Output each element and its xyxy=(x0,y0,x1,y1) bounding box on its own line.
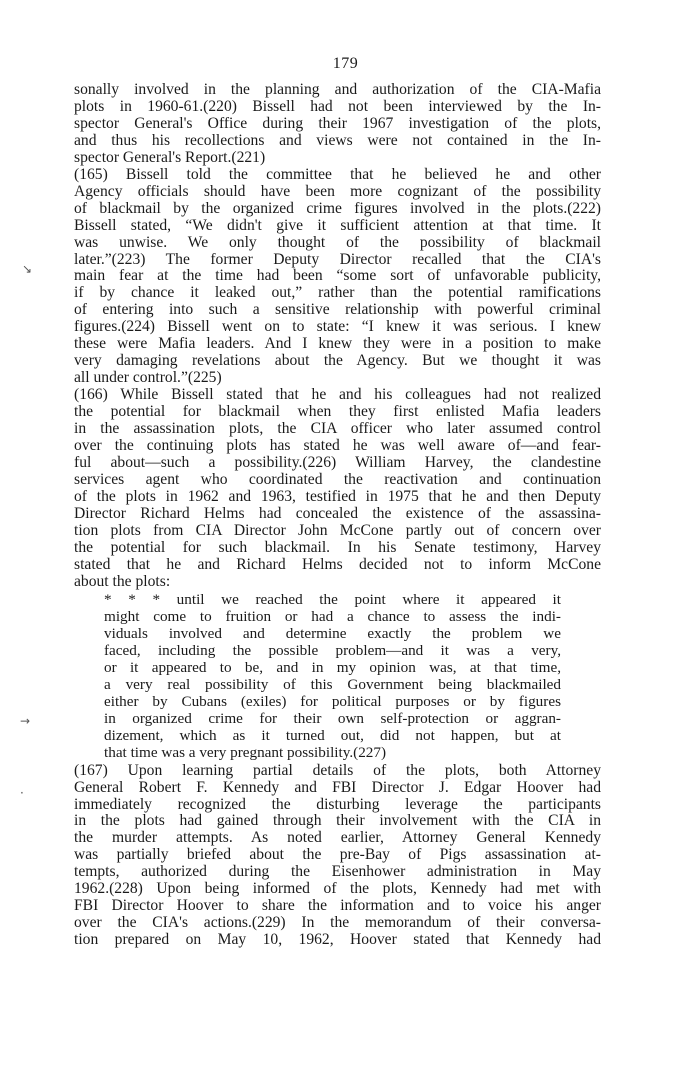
margin-tick-mark: ↘ xyxy=(22,262,33,276)
text-line: dizement, which as it turned out, did not happen, but at xyxy=(104,726,561,744)
text-line: and thus his recollections and views were not contained in the In- xyxy=(74,131,601,149)
text-line: either by Cubans (exiles) for political purposes or by figures xyxy=(104,692,561,710)
text-line: over the continuing plots has stated he was well aware of—and fear- xyxy=(74,437,601,455)
text-line: very damaging revelations about the Agency. But we thought it was xyxy=(74,352,601,370)
text-line: (166) While Bissell stated that he and his colleagues had not realized xyxy=(74,386,601,404)
text-line: viduals involved and determine exactly the problem we xyxy=(104,624,561,642)
text-line: Bissell stated, “We didn't give it sufficient attention at that time. It xyxy=(74,216,601,234)
margin-tick-mark: → xyxy=(20,714,31,728)
text-line: tion prepared on May 10, 1962, Hoover stated that Kennedy had xyxy=(74,931,601,949)
text-line: the potential for blackmail when they first enlisted Mafia leaders xyxy=(74,403,601,421)
text-line: in the assassination plots, the CIA officer who later assumed control xyxy=(74,420,601,438)
text-line: might come to fruition or had a chance to assess the indi- xyxy=(104,607,561,625)
text-line: of entering into such a sensitive relationship with powerful criminal xyxy=(74,301,601,319)
text-line: General Robert F. Kennedy and FBI Director J. Edgar Hoover had xyxy=(74,778,601,796)
text-line: was unwise. We only thought of the possibility of blackmail xyxy=(74,233,601,251)
text-line: FBI Director Hoover to share the information and to voice his anger xyxy=(74,897,601,915)
text-line: figures.(224) Bissell went on to state: “I knew it was serious. I knew xyxy=(74,318,601,336)
paragraph-166 xyxy=(74,387,601,590)
text-line: that time was a very pregnant possibility.(227) xyxy=(104,743,387,761)
text-line: over the CIA's actions.(229) In the memorandum of their conversa- xyxy=(74,914,601,932)
text-line: the murder attempts. As noted earlier, Attorney General Kennedy xyxy=(74,829,601,847)
paragraph-intro xyxy=(74,82,601,167)
text-line: in the plots had gained through their involvement with the CIA in xyxy=(74,812,601,830)
text-line: * * * until we reached the point where it appeared it xyxy=(104,590,561,608)
paragraph-167 xyxy=(74,763,601,949)
text-line: tion plots from CIA Director John McCone partly out of concern over xyxy=(74,521,601,539)
paragraph-165 xyxy=(74,167,601,387)
text-line: main fear at the time had been “some sort of unfavorable publicity, xyxy=(74,267,601,285)
text-line: the potential for such blackmail. In his Senate testimony, Harvey xyxy=(74,538,601,556)
text-line: these were Mafia leaders. And I knew they were in a position to make xyxy=(74,335,601,353)
text-line: spector General's Report.(221) xyxy=(74,148,266,166)
text-line: if by chance it leaked out,” rather than the potential ramifications xyxy=(74,284,601,302)
text-line: spector General's Office during their 1967 investigation of the plots, xyxy=(74,114,601,132)
text-line: Agency officials should have been more cognizant of the possibility xyxy=(74,182,601,200)
text-line: about the plots: xyxy=(74,572,171,590)
text-line: a very real possibility of this Government being blackmailed xyxy=(104,675,561,693)
text-line: 1962.(228) Upon being informed of the plots, Kennedy had met with xyxy=(74,880,601,898)
text-line: tempts, authorized during the Eisenhower administration in May xyxy=(74,863,601,881)
text-line: Director Richard Helms had concealed the existence of the assassina- xyxy=(74,504,601,522)
margin-tick-mark: · xyxy=(20,786,24,800)
text-line: ful about—such a possibility.(226) William Harvey, the clandestine xyxy=(74,453,601,471)
text-line: or it appeared to be, and in my opinion was, at that time, xyxy=(104,658,561,676)
text-line: in organized crime for their own self-protection or aggran- xyxy=(104,709,561,727)
text-line: was partially briefed about the pre-Bay of Pigs assassination at- xyxy=(74,846,601,864)
text-line: all under control.”(225) xyxy=(74,369,222,387)
text-line: (167) Upon learning partial details of the plots, both Attorney xyxy=(74,761,601,779)
page-body xyxy=(74,82,601,949)
text-line: services agent who coordinated the reactivation and continuation xyxy=(74,470,601,488)
block-quote xyxy=(104,591,561,761)
text-line: plots in 1960-61.(220) Bissell had not been interviewed by the In- xyxy=(74,97,601,115)
text-line: later.”(223) The former Deputy Director recalled that the CIA's xyxy=(74,250,601,268)
text-line: (165) Bissell told the committee that he believed he and other xyxy=(74,165,601,183)
text-line: immediately recognized the disturbing leverage the participants xyxy=(74,795,601,813)
text-line: faced, including the possible problem—and it was a very, xyxy=(104,641,561,659)
text-line: of blackmail by the organized crime figures involved in the plots.(222) xyxy=(74,199,601,217)
text-line: stated that he and Richard Helms decided not to inform McCone xyxy=(74,555,601,573)
page-number: 179 xyxy=(332,55,359,72)
text-line: of the plots in 1962 and 1963, testified in 1975 that he and then Deputy xyxy=(74,487,601,505)
text-line: sonally involved in the planning and authorization of the CIA-Mafia xyxy=(74,81,601,98)
